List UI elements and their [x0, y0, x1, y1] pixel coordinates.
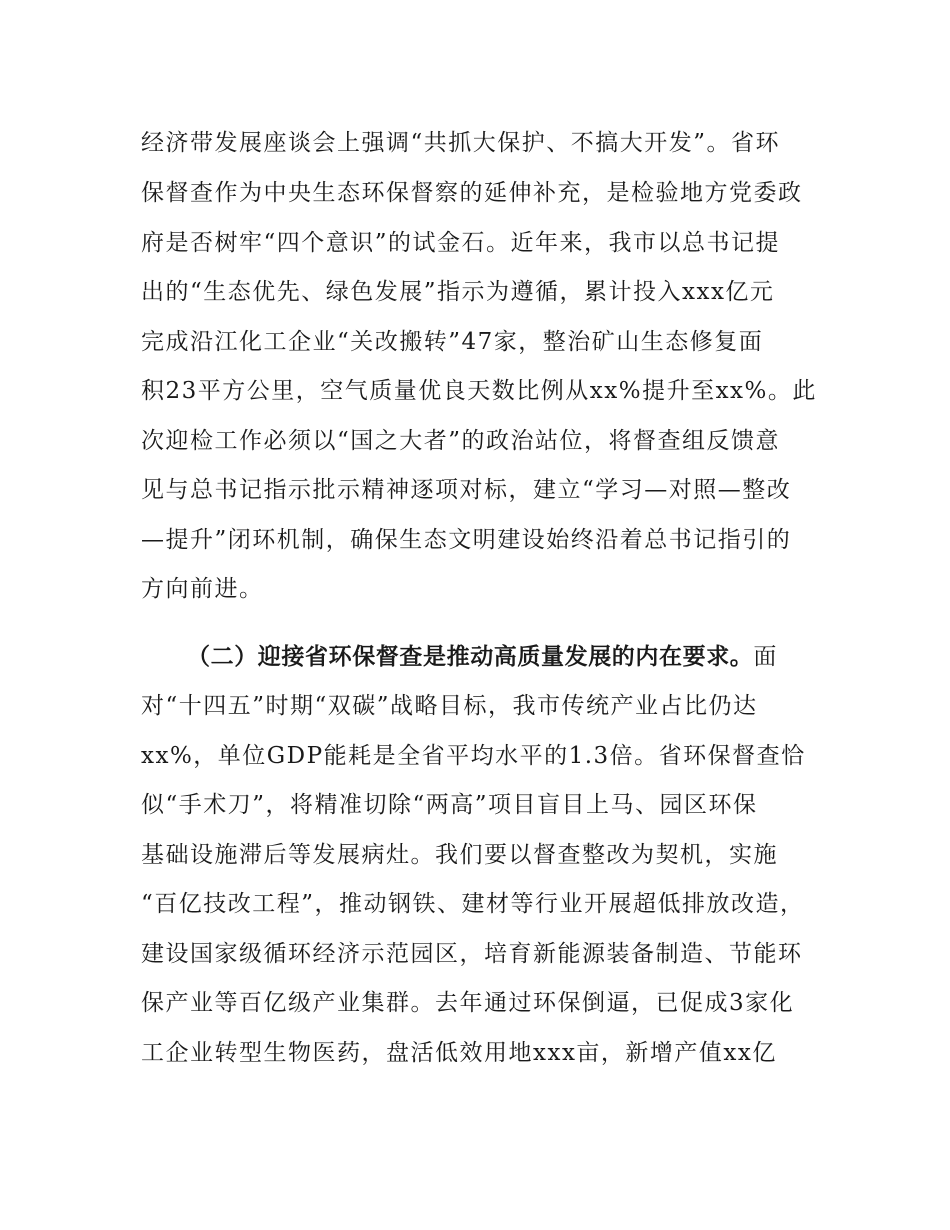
- text-line: 积23平方公里，空气质量优良天数比例从xx%提升至xx%。此: [141, 378, 817, 404]
- text-line: 建设国家级循环经济示范园区，培育新能源装备制造、节能环: [141, 941, 803, 967]
- text-line: 出的“生态优先、绿色发展”指示为遵循，累计投入xxx亿元: [141, 279, 775, 305]
- text-line: 见与总书记指示批示精神逐项对标，建立“学习—对照—整改: [141, 477, 792, 503]
- section-heading: （二）迎接省环保督查是推动高质量发展的内在要求。: [187, 644, 754, 670]
- text-line: 对“十四五”时期“双碳”战略目标，我市传统产业占比仍达: [141, 693, 758, 719]
- heading-line-tail: 面: [753, 644, 778, 670]
- text-line: xx%，单位GDP能耗是全省平均水平的1.3倍。省环保督查恰: [141, 743, 806, 769]
- text-line: 似“手术刀”，将精准切除“两高”项目盲目上马、园区环保: [141, 792, 758, 818]
- text-line: “百亿技改工程”，推动钢铁、建材等行业开展超低排放改造，: [141, 891, 805, 917]
- text-line: 方向前进。: [141, 576, 264, 602]
- text-line: 保产业等百亿级产业集群。去年通过环保倒逼，已促成3家化: [141, 990, 795, 1016]
- text-line: —提升”闭环机制，确保生态文明建设始终沿着总书记指引的: [141, 527, 792, 553]
- text-line: 工企业转型生物医药，盘活低效用地xxx亩，新增产值xx亿: [141, 1040, 777, 1066]
- section-heading-line: [187, 642, 778, 672]
- text-line: 完成沿江化工企业“关改搬转”47家，整治矿山生态修复面: [141, 329, 764, 355]
- text-line: 府是否树牢“四个意识”的试金石。近年来，我市以总书记提: [141, 230, 781, 256]
- text-line: 基础设施滞后等发展病灶。我们要以督查整改为契机，实施: [141, 842, 778, 868]
- text-line: 经济带发展座谈会上强调“共抓大保护、不搞大开发”。省环: [141, 130, 781, 156]
- text-line: 保督查作为中央生态环保督察的延伸补充，是检验地方党委政: [141, 180, 803, 206]
- text-line: 次迎检工作必须以“国之大者”的政治站位，将督查组反馈意: [141, 428, 781, 454]
